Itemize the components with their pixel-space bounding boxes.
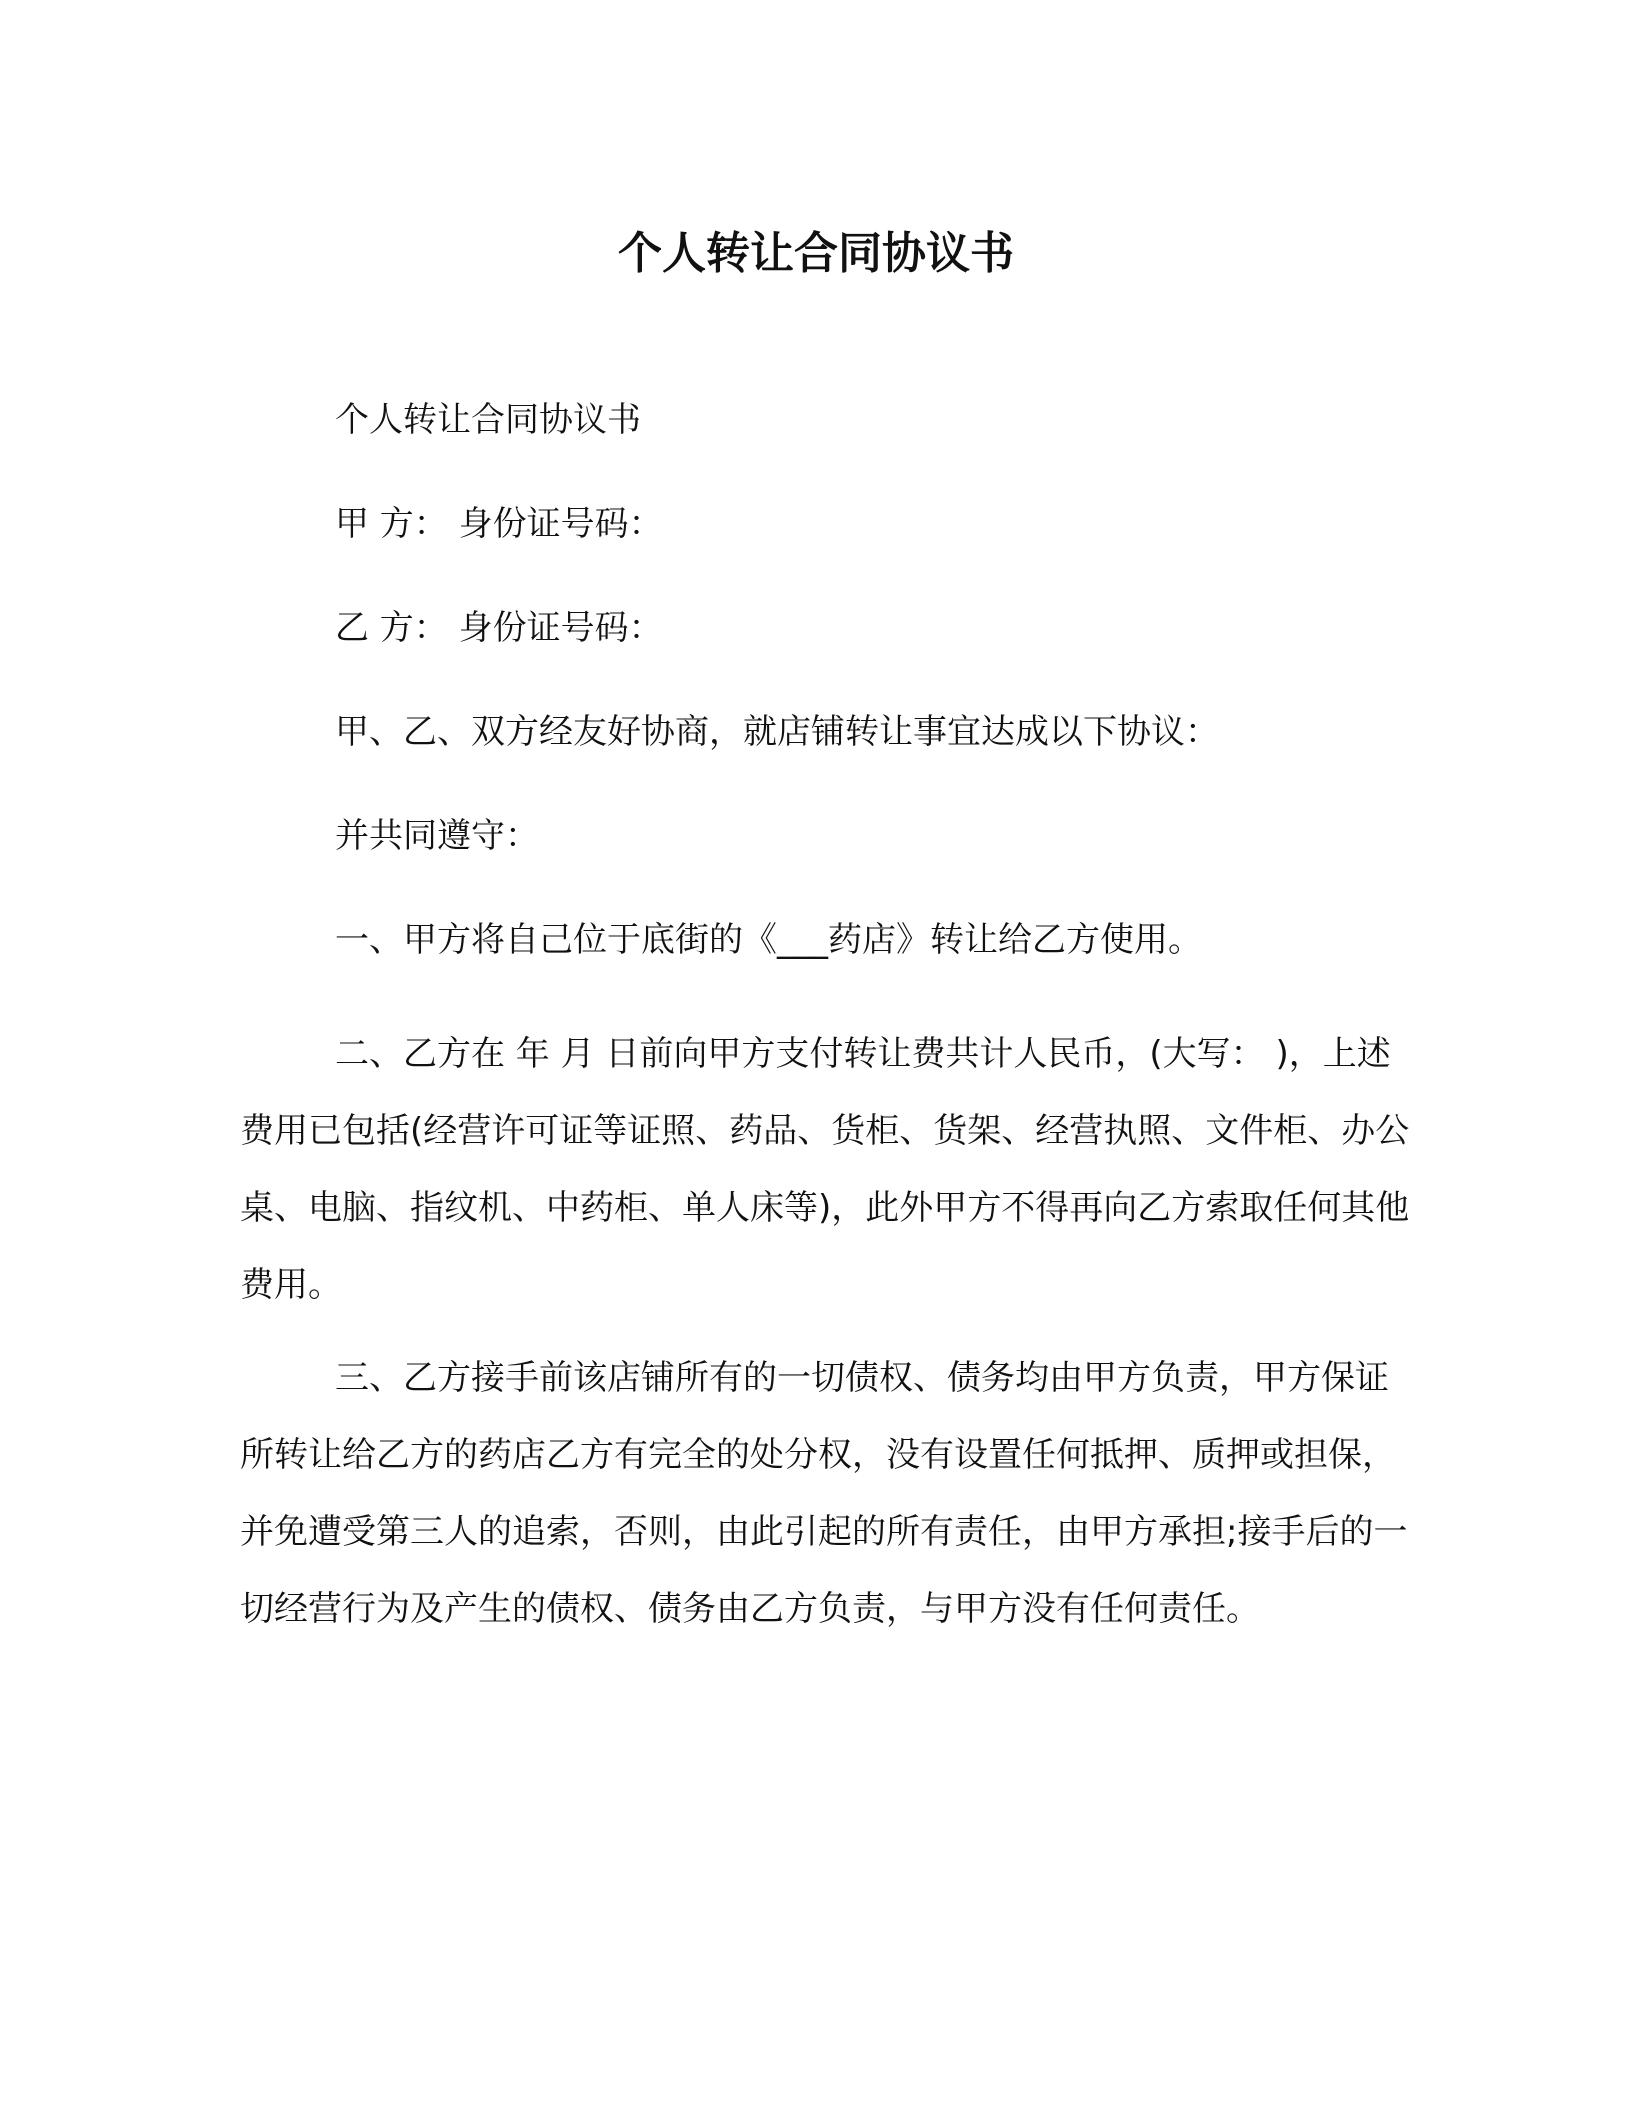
party-b-line: 乙 方： 身份证号码： — [335, 608, 663, 648]
party-a-line: 甲 方： 身份证号码： — [335, 504, 663, 544]
intro-line-2: 并共同遵守： — [335, 816, 539, 856]
page-title: 个人转让合同协议书 — [618, 228, 1014, 279]
clause-2: 二、乙方在 年 月 日前向甲方支付转让费共计人民币，(大写： )，上述费用已包括(经营许可证等证照、药品、货柜、货架、经营执照、文件柜、办公桌、电脑、指纹机、中药柜、单人床等)，此外甲方不得再向乙方索取任何其他费用。 — [240, 1034, 1410, 1305]
clause-3: 三、乙方接手前该店铺所有的一切债权、债务均由甲方负责，甲方保证所转让给乙方的药店乙方有完全的处分权，没有设置任何抵押、质押或担保，并免遭受第三人的追索，否则，由此引起的所有责任，由甲方承担;接手后的一切经营行为及产生的债权、债务由乙方负责，与甲方没有任何责任。 — [240, 1358, 1408, 1629]
clause-1: 一、甲方将自己位于底街的《___药店》转让给乙方使用。 — [335, 920, 1202, 960]
intro-line: 甲、乙、双方经友好协商，就店铺转让事宜达成以下协议： — [335, 712, 1219, 752]
subtitle: 个人转让合同协议书 — [335, 400, 641, 440]
